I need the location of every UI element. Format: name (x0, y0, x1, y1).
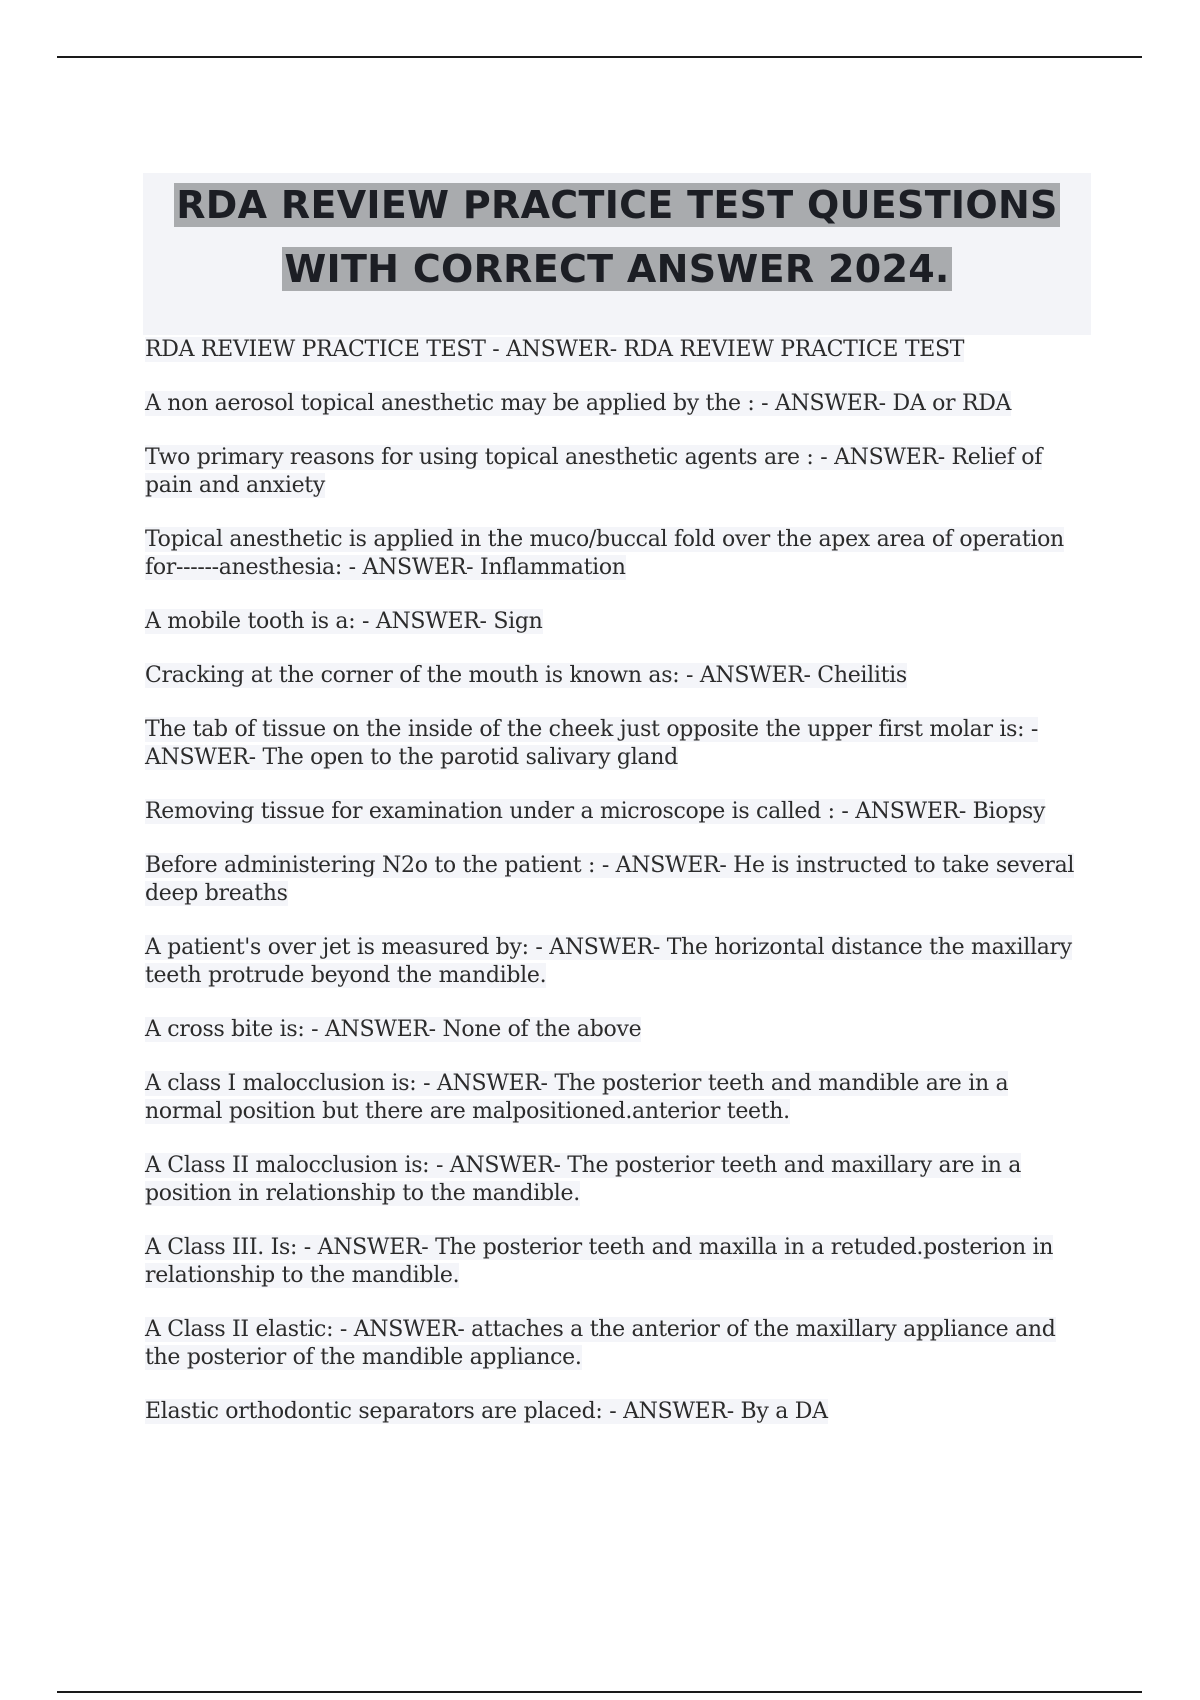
qa-text: A class I malocclusion is: - ANSWER- The posterior teeth and mandible are in a normal position but there are malpositioned.anterior teeth. (145, 1071, 1009, 1124)
qa-text: Two primary reasons for using topical anesthetic agents are : - ANSWER- Relief of pain and anxiety (145, 445, 1043, 498)
qa-item (145, 1234, 1090, 1290)
qa-item (145, 1398, 1090, 1426)
title-line-1 (143, 177, 1091, 241)
qa-item (145, 1016, 1090, 1044)
qa-item (145, 608, 1090, 636)
qa-text: A Class III. Is: - ANSWER- The posterior teeth and maxilla in a retuded.posterion in relationship to the mandible. (145, 1235, 1054, 1288)
document-title-line-2: WITH CORRECT ANSWER 2024. (284, 247, 950, 291)
qa-text: Topical anesthetic is applied in the muco/buccal fold over the apex area of operation for------anesthesia: - ANSWER- Inflammation (145, 527, 1064, 580)
qa-item (145, 526, 1090, 582)
top-rule (57, 56, 1142, 58)
qa-text: The tab of tissue on the inside of the cheek just opposite the upper first molar is: - ANSWER- The open to the parotid salivary gland (145, 717, 1039, 770)
qa-item (145, 716, 1090, 772)
qa-text: A patient's over jet is measured by: - ANSWER- The horizontal distance the maxillary teeth protrude beyond the mandible. (145, 935, 1072, 988)
qa-text: Cracking at the corner of the mouth is known as: - ANSWER- Cheilitis (145, 663, 907, 688)
qa-text: A Class II elastic: - ANSWER- attaches a the anterior of the maxillary appliance and the posterior of the mandible appliance. (145, 1317, 1056, 1370)
qa-text: A non aerosol topical anesthetic may be applied by the : - ANSWER- DA or RDA (145, 391, 1012, 416)
bottom-rule (57, 1691, 1142, 1693)
qa-item (145, 852, 1090, 908)
qa-text: Elastic orthodontic separators are placed: - ANSWER- By a DA (145, 1399, 828, 1424)
qa-item (145, 662, 1090, 690)
qa-item (145, 390, 1090, 418)
qa-item (145, 934, 1090, 990)
qa-list (145, 336, 1090, 1452)
qa-item (145, 444, 1090, 500)
qa-text: Before administering N2o to the patient : - ANSWER- He is instructed to take several deep breaths (145, 853, 1075, 906)
qa-item (145, 1316, 1090, 1372)
qa-text: A Class II malocclusion is: - ANSWER- The posterior teeth and maxillary are in a position in relationship to the mandible. (145, 1153, 1022, 1206)
document-title-line-1: RDA REVIEW PRACTICE TEST QUESTIONS (176, 183, 1058, 227)
title-banner (143, 173, 1091, 335)
qa-text: Removing tissue for examination under a microscope is called : - ANSWER- Biopsy (145, 799, 1046, 824)
qa-item (145, 1070, 1090, 1126)
qa-item (145, 1152, 1090, 1208)
qa-item (145, 798, 1090, 826)
qa-item (145, 336, 1090, 364)
title-line-2 (143, 241, 1091, 305)
qa-text: RDA REVIEW PRACTICE TEST - ANSWER- RDA REVIEW PRACTICE TEST (145, 337, 965, 362)
qa-text: A mobile tooth is a: - ANSWER- Sign (145, 609, 543, 634)
qa-text: A cross bite is: - ANSWER- None of the above (145, 1017, 642, 1042)
